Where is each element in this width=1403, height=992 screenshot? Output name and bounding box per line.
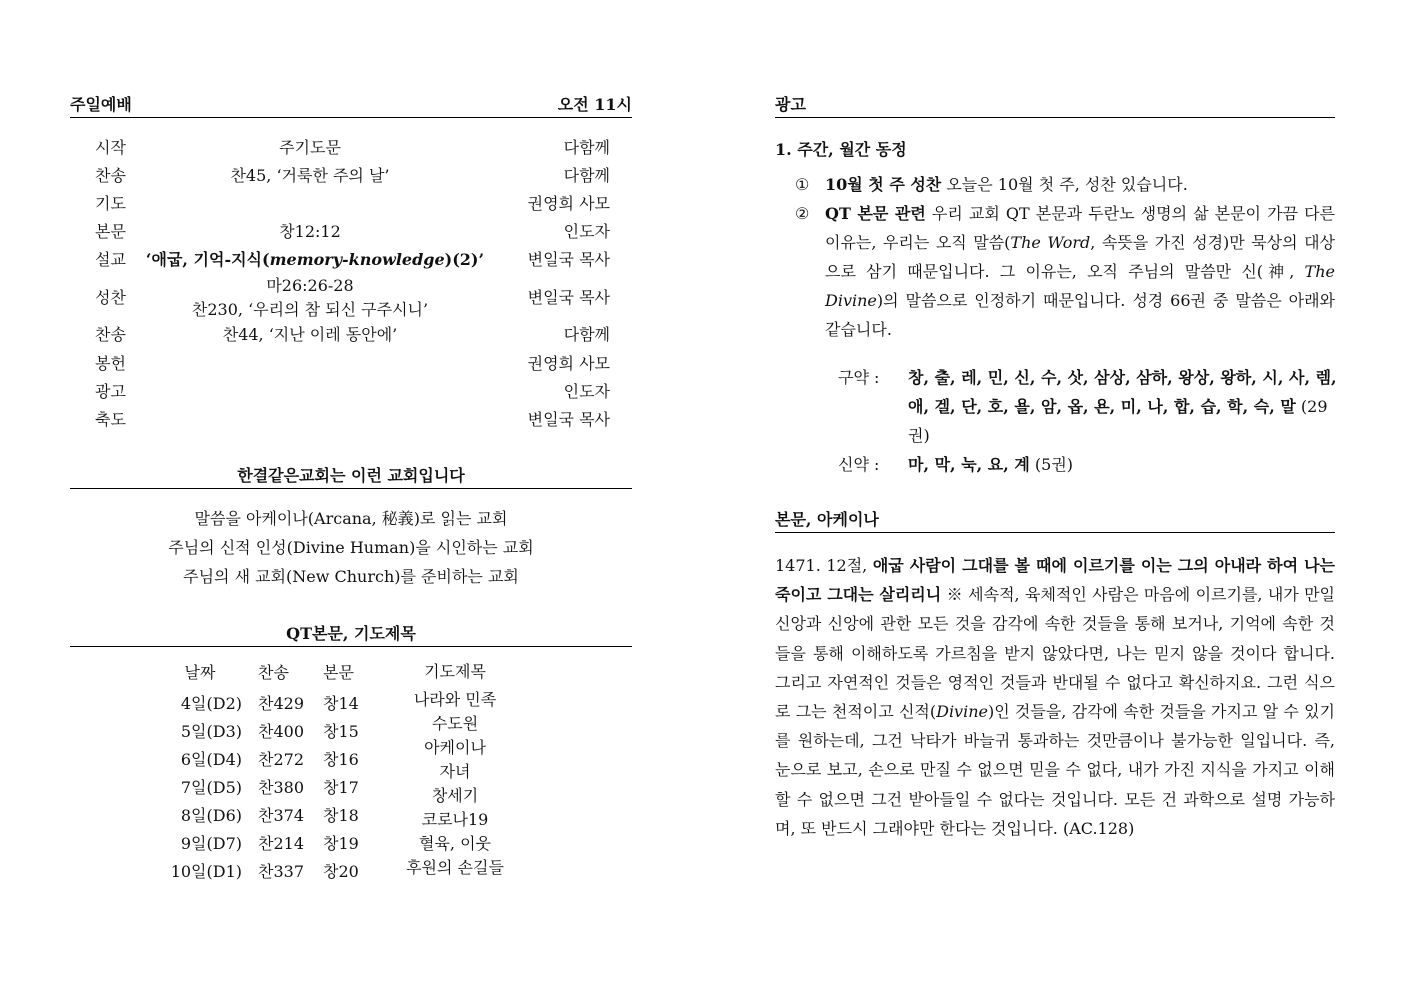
prayer-topic: 혈육, 이웃 [419, 834, 491, 853]
ad-item-1 [795, 170, 1335, 199]
service-row [95, 407, 610, 435]
service-part: 축도 [95, 410, 126, 429]
church-title: 한결같은교회는 이런 교회입니다 [237, 466, 465, 485]
service-part: 봉헌 [95, 354, 126, 373]
qt-hymn: 찬214 [258, 834, 304, 853]
service-row [95, 379, 610, 407]
service-part: 성찬 [95, 288, 126, 307]
qt-date: 5일(D3) [180, 722, 242, 741]
service-part: 설교 [95, 250, 126, 269]
prayer-topic: 아케이나 [424, 738, 486, 757]
service-row [95, 219, 610, 247]
item-title: QT 본문 관련 [825, 204, 926, 223]
ot-list [908, 363, 1338, 450]
ads-header [775, 95, 1335, 118]
service-part: 시작 [95, 138, 126, 157]
arcana-paragraph [775, 551, 1335, 843]
service-part: 본문 [95, 222, 126, 241]
communion-hymn: 찬230, ‘우리의 참 되신 구주시니’ [191, 300, 429, 319]
nt-label: 신약 : [838, 455, 880, 474]
prayer-topic: 후원의 손길들 [406, 858, 504, 877]
church-identity-line: 주님의 새 교회(New Church)를 준비하는 교회 [183, 567, 519, 586]
service-part: 광고 [95, 382, 126, 401]
church-identity-line: 주님의 신적 인성(Divine Human)을 시인하는 교회 [168, 538, 534, 557]
arcana-text: ※ 세속적, 육체적인 사람은 마음에 이르기를, 내가 만일 신앙과 신앙에 관한 모든 것을 감각에 속한 것들을 통해 보거나, 기억에 속한 것들을 통해 이해하도록 가르침을 받지 않았다면, 나는 믿지 않을 것이다 합니다. 그리고 자연적인 것들은 영적인 것들과 반대될 수 없다고 확신하지요. 그런 식으로 그는 천적이고 신적( [775, 585, 1336, 722]
church-header [70, 466, 632, 489]
qt-date: 10일(D1) [170, 862, 242, 881]
qt-date: 8일(D6) [180, 806, 242, 825]
qt-date: 6일(D4) [180, 750, 242, 769]
arcana-verse: 애굽 사람이 그대를 볼 때에 이르기를 이는 그의 아내라 하여 나는 죽이고 그대는 살리리니 [775, 556, 1335, 605]
service-leader: 다함께 [563, 166, 610, 185]
nt-count: (5권) [1029, 455, 1074, 474]
qt-hymn: 찬272 [258, 750, 304, 769]
nt-books [838, 450, 1338, 479]
church-identity-line: 말씀을 아케이나(Arcana, 秘義)로 읽는 교회 [194, 509, 508, 528]
ads-section-title: 1. 주간, 월간 동정 [775, 140, 907, 159]
ot-books [838, 363, 1338, 450]
qt-text: 창19 [323, 834, 359, 853]
qt-text: 창15 [323, 722, 359, 741]
ot-label: 구약 : [838, 368, 880, 387]
service-leader: 다함께 [563, 325, 610, 344]
communion-text: 마26:26-28 [266, 276, 354, 295]
prayer-topic: 수도원 [431, 714, 479, 733]
service-content: 창12:12 [279, 222, 341, 241]
qt-col-hymn: 찬송 [258, 663, 289, 682]
prayer-topic: 나라와 민족 [413, 690, 497, 709]
item-body [825, 199, 1335, 344]
item-text: 우리 교회 QT 본문과 두란노 생명의 삶 본문이 가끔 다른 이유는, 우리는 오직 말씀( [825, 204, 1335, 252]
ads-section-heading [775, 135, 1335, 164]
service-row [95, 273, 610, 323]
item-text: , 속뜻을 가진 성경)만 묵상의 대상으로 삼기 때문입니다. 그 이유는, 오직 주님의 말씀만 신(神, [825, 233, 1336, 281]
ot-count: (29권) [908, 397, 1328, 445]
church-identity-list [70, 504, 632, 591]
service-leader: 다함께 [563, 138, 610, 157]
qt-hymn: 찬374 [258, 806, 304, 825]
service-leader: 변일국 목사 [527, 410, 610, 429]
service-row [95, 351, 610, 379]
item-italic: The Word [1010, 233, 1091, 252]
sermon-italic: memory-knowledge [269, 250, 445, 269]
service-content: 찬45, ‘거룩한 주의 날’ [230, 166, 390, 185]
qt-text: 창16 [323, 750, 359, 769]
ads-title: 광고 [775, 95, 806, 114]
qt-title: QT본문, 기도제목 [286, 624, 416, 643]
nt-book-names: 마, 막, 눅, 요, 계 [908, 455, 1030, 474]
service-part: 기도 [95, 194, 126, 213]
service-leader: 인도자 [563, 222, 610, 241]
item-number: ① [795, 175, 810, 194]
service-leader: 권영희 사모 [527, 194, 610, 213]
qt-hymn: 찬429 [258, 694, 304, 713]
service-row [95, 135, 610, 163]
service-time: 오전 11시 [557, 95, 632, 114]
qt-date: 9일(D7) [180, 834, 242, 853]
qt-text: 창18 [323, 806, 359, 825]
service-row [95, 191, 610, 219]
prayer-topic: 창세기 [431, 786, 479, 805]
service-part: 찬송 [95, 166, 126, 185]
service-row [95, 163, 610, 191]
arcana-title: 본문, 아케이나 [775, 510, 879, 529]
ot-book-names: 창, 출, 레, 민, 신, 수, 삿, 삼상, 삼하, 왕상, 왕하, 시, 사, 렘, 애, 겔, 단, 호, 욜, 암, 옵, 욘, 미, 나, 합, 습, 학, 슥, 말 [908, 368, 1337, 416]
arcana-number: 1471. 12절, [775, 556, 873, 575]
qt-text: 창20 [323, 862, 359, 881]
qt-col-date: 날짜 [184, 663, 216, 682]
qt-hymn: 찬337 [258, 862, 304, 881]
item-text: )의 말씀으로 인정하기 때문입니다. 성경 66권 중 말씀은 아래와 같습니다. [825, 291, 1335, 339]
prayer-topic: 코로나19 [421, 810, 489, 829]
service-header [70, 95, 632, 118]
item-italic: The Divine [825, 262, 1335, 310]
qt-hymn: 찬400 [258, 722, 304, 741]
service-content [150, 273, 470, 321]
prayer-topic: 자녀 [439, 762, 471, 781]
qt-prayer-list [390, 660, 520, 880]
qt-text: 창14 [323, 694, 359, 713]
service-title: 주일예배 [70, 95, 132, 114]
service-row [95, 247, 610, 275]
service-content: 주기도문 [279, 138, 341, 157]
item-body [825, 170, 1335, 199]
qt-col-text: 본문 [323, 663, 354, 682]
item-title: 10월 첫 주 성찬 [825, 175, 942, 194]
qt-date: 4일(D2) [180, 694, 242, 713]
item-text: 오늘은 10월 첫 주, 성찬 있습니다. [941, 175, 1188, 194]
service-leader: 인도자 [563, 382, 610, 401]
ad-item-2 [795, 199, 1335, 344]
qt-date: 7일(D5) [180, 778, 242, 797]
qt-hymn: 찬380 [258, 778, 304, 797]
qt-header [70, 624, 632, 647]
arcana-italic: Divine [936, 702, 988, 722]
nt-list [908, 450, 1338, 479]
sermon-title: ‘애굽, 기억-지식(memory-knowledge)(2)’ [145, 250, 485, 269]
item-number: ② [795, 204, 810, 223]
service-leader: 변일국 목사 [527, 288, 610, 307]
arcana-text: )인 것들을, 감각에 속한 것들을 가지고 알 수 있기를 원하는데, 그건 낙타가 바늘귀 통과하는 것만큼이나 불가능한 일입니다. 즉, 눈으로 보고, 손으로 만질 수 없으면 믿을 수 없다, 내가 가진 지식을 가지고 이해할 수 없으면 그건 받아들일 수 없다는 것입니다. 모든 건 과학으로 설명 가능하며, 또 반드시 그래야만 한다는 것입니다. (AC.128) [775, 702, 1335, 838]
service-leader: 변일국 목사 [527, 250, 610, 269]
arcana-header [775, 510, 1335, 533]
qt-text: 창17 [323, 778, 359, 797]
service-part: 찬송 [95, 325, 126, 344]
service-content: 찬44, ‘지난 이레 동안에’ [222, 325, 398, 344]
qt-col-prayer: 기도제목 [424, 662, 486, 681]
service-row [95, 322, 610, 350]
service-leader: 권영희 사모 [527, 354, 610, 373]
